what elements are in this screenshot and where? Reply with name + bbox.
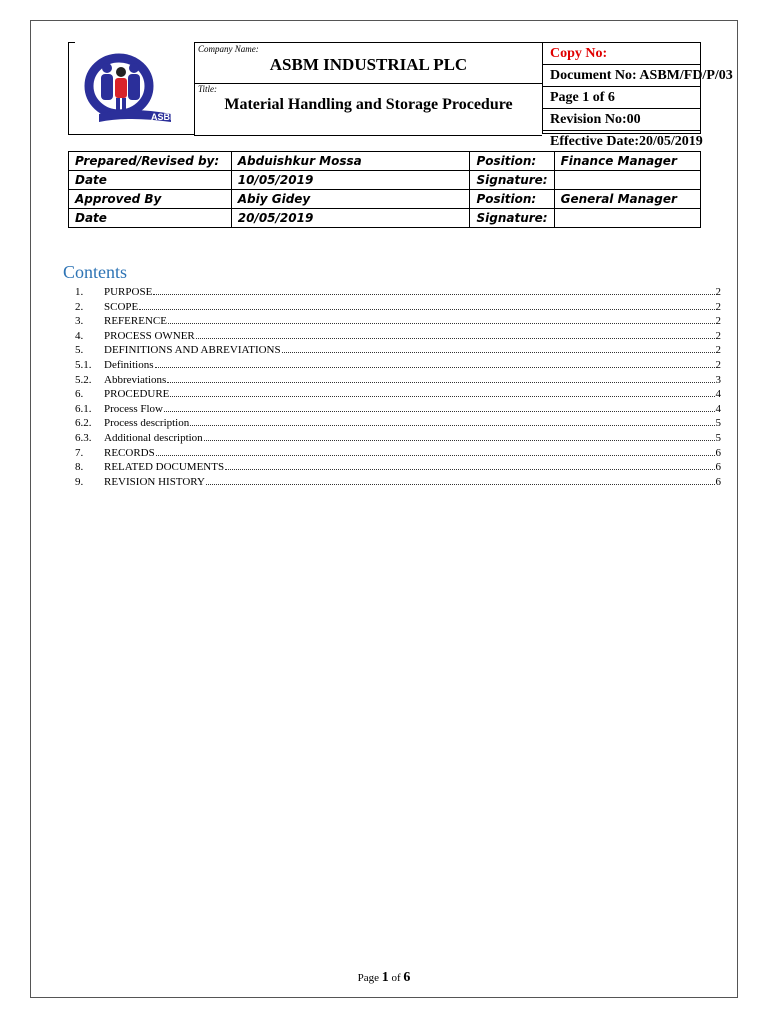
toc-page: 2 bbox=[715, 300, 721, 313]
approval-field-value: General Manager bbox=[554, 190, 700, 209]
approvals-table bbox=[68, 151, 701, 228]
title-cell bbox=[194, 42, 542, 136]
toc-label: DEFINITIONS AND ABREVIATIONS bbox=[104, 344, 281, 357]
toc-page: 6 bbox=[715, 461, 721, 474]
toc-number: 8. bbox=[75, 461, 84, 474]
toc-page: 2 bbox=[715, 329, 721, 342]
table-row bbox=[69, 190, 701, 209]
toc-page: 3 bbox=[715, 373, 721, 386]
toc-label: PURPOSE bbox=[104, 286, 153, 298]
toc-entry[interactable] bbox=[75, 314, 721, 329]
title-label: Title: bbox=[198, 84, 218, 94]
table-row bbox=[69, 171, 701, 190]
toc-number: 2. bbox=[75, 300, 84, 313]
approval-field: Signature: bbox=[470, 171, 554, 190]
toc-number: 5. bbox=[75, 344, 84, 357]
toc-entry[interactable] bbox=[75, 416, 721, 431]
toc-label: Process description bbox=[104, 417, 190, 430]
effective-date: Effective Date:20/05/2019 bbox=[550, 134, 703, 149]
toc-entry[interactable] bbox=[75, 475, 721, 490]
toc-page: 4 bbox=[715, 388, 721, 401]
contents-heading: Contents bbox=[63, 262, 128, 282]
toc-number: 6.3. bbox=[75, 431, 92, 444]
footer-page-total: 6 bbox=[403, 970, 411, 985]
approval-value: Abduishkur Mossa bbox=[231, 152, 470, 171]
toc-label: Definitions bbox=[104, 358, 154, 371]
approval-value: 20/05/2019 bbox=[231, 209, 470, 228]
toc-number: 4. bbox=[75, 329, 84, 342]
page-info: Page 1 of 6 bbox=[543, 87, 700, 109]
toc-number: 6.1. bbox=[75, 402, 92, 415]
toc-number: 5.1. bbox=[75, 358, 92, 371]
company-logo-icon bbox=[79, 48, 179, 130]
toc-page: 2 bbox=[715, 286, 721, 298]
toc-number: 7. bbox=[75, 446, 84, 459]
toc-entry[interactable] bbox=[75, 431, 721, 446]
approval-value: 10/05/2019 bbox=[231, 171, 470, 190]
toc-page: 2 bbox=[715, 315, 721, 328]
toc-label: PROCESS OWNER bbox=[104, 329, 195, 342]
approval-label: Approved By bbox=[69, 190, 232, 209]
toc-page: 2 bbox=[715, 358, 721, 371]
toc-label: REFERENCE bbox=[104, 315, 167, 328]
document-no: Document No: ASBM/FD/P/03 bbox=[543, 65, 700, 87]
toc-entry[interactable] bbox=[75, 446, 721, 461]
toc-page: 6 bbox=[715, 475, 721, 488]
document-title: Material Handling and Storage Procedure bbox=[224, 96, 513, 113]
toc-label: Additional description bbox=[104, 431, 203, 444]
toc-label: REVISION HISTORY bbox=[104, 475, 205, 488]
toc-number: 9. bbox=[75, 475, 84, 488]
toc-label: PROCEDURE bbox=[104, 388, 170, 401]
toc-entry[interactable] bbox=[75, 460, 721, 475]
toc-label: RECORDS bbox=[104, 446, 155, 459]
copy-no: Copy No: bbox=[543, 43, 700, 65]
toc-page: 2 bbox=[715, 344, 721, 357]
company-name-label: Company Name: bbox=[198, 44, 259, 54]
footer-of-word: of bbox=[391, 972, 401, 984]
approval-field: Position: bbox=[470, 190, 554, 209]
toc-number: 6.2. bbox=[75, 417, 92, 430]
toc-entry[interactable] bbox=[75, 373, 721, 388]
toc-label: RELATED DOCUMENTS bbox=[104, 461, 225, 474]
logo-cell bbox=[68, 42, 195, 135]
logo-text: ASBM bbox=[151, 112, 178, 122]
toc-page: 5 bbox=[715, 417, 721, 430]
approval-label: Date bbox=[69, 209, 232, 228]
toc-label: Process Flow bbox=[104, 402, 163, 415]
approval-field: Position: bbox=[470, 152, 554, 171]
footer-page-current: 1 bbox=[381, 970, 389, 985]
footer-page-word: Page bbox=[357, 972, 379, 984]
toc-entry[interactable] bbox=[75, 329, 721, 344]
table-row bbox=[69, 209, 701, 228]
toc-entry[interactable] bbox=[75, 343, 721, 358]
toc-entry[interactable] bbox=[75, 402, 721, 417]
toc-entry[interactable] bbox=[75, 285, 721, 300]
approval-field: Signature: bbox=[470, 209, 554, 228]
toc-page: 5 bbox=[715, 431, 721, 444]
toc-label: SCOPE bbox=[104, 300, 139, 313]
approval-field-value bbox=[554, 171, 700, 190]
approval-label: Date bbox=[69, 171, 232, 190]
toc-number: 3. bbox=[75, 315, 84, 328]
toc-page: 6 bbox=[715, 446, 721, 459]
toc-entry[interactable] bbox=[75, 300, 721, 315]
approval-label: Prepared/Revised by: bbox=[69, 152, 232, 171]
approval-field-value bbox=[554, 209, 700, 228]
toc-entry[interactable] bbox=[75, 387, 721, 402]
table-row bbox=[69, 152, 701, 171]
toc-number: 5.2. bbox=[75, 373, 92, 386]
toc-number: 1. bbox=[75, 286, 84, 298]
toc-label: Abbreviations bbox=[104, 373, 167, 386]
approval-field-value: Finance Manager bbox=[554, 152, 700, 171]
company-name: ASBM INDUSTRIAL PLC bbox=[269, 55, 468, 74]
table-of-contents bbox=[75, 285, 721, 489]
document-control-cell bbox=[542, 42, 733, 149]
revision-no: Revision No:00 bbox=[543, 109, 700, 131]
page-footer bbox=[0, 970, 768, 986]
toc-number: 6. bbox=[75, 388, 84, 401]
approval-value: Abiy Gidey bbox=[231, 190, 470, 209]
toc-page: 4 bbox=[715, 402, 721, 415]
toc-entry[interactable] bbox=[75, 358, 721, 373]
document-header bbox=[68, 42, 733, 149]
